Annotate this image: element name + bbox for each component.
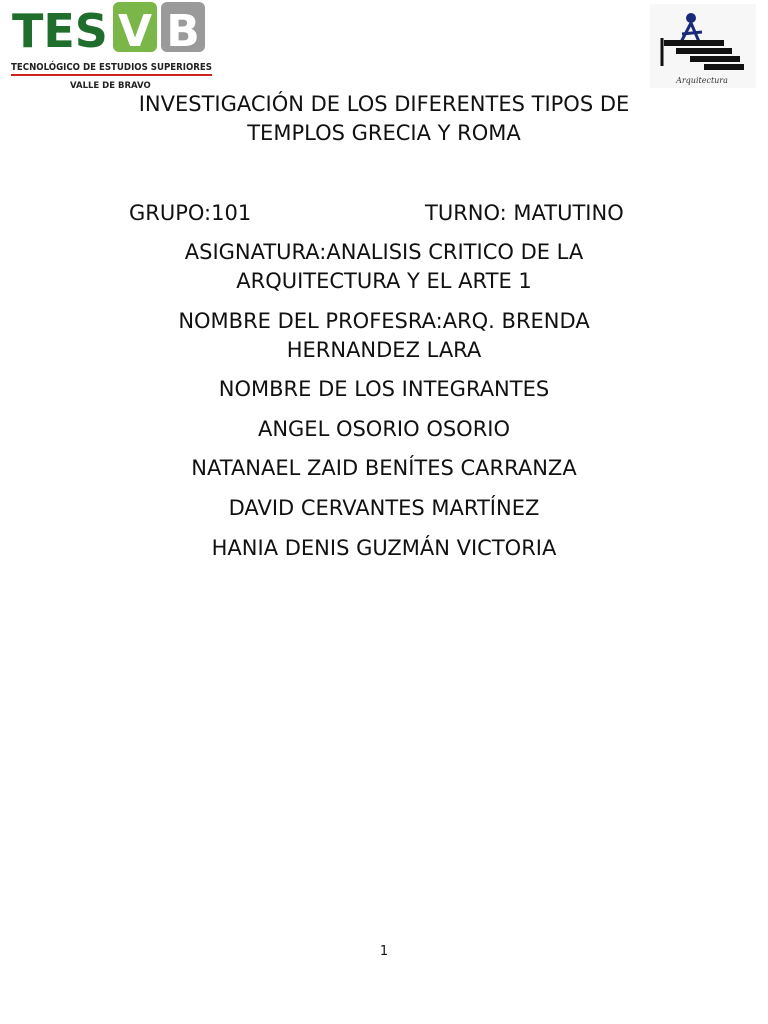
tesvb-logo-graphic <box>10 0 215 92</box>
logo-figure-head <box>686 13 696 23</box>
logo-text-v: V <box>117 6 153 57</box>
logo-stair-3 <box>690 56 740 62</box>
logo-stair-4 <box>704 64 744 70</box>
member-name: NATANAEL ZAID BENÍTES CARRANZA <box>191 456 577 480</box>
member-name: DAVID CERVANTES MARTÍNEZ <box>228 496 540 520</box>
shift-label: TURNO: MATUTINO <box>425 201 624 225</box>
logo-caption: Arquitectura <box>676 76 728 85</box>
logo-stair-1 <box>664 40 724 46</box>
tesvb-logo <box>10 0 215 92</box>
member-name: ANGEL OSORIO OSORIO <box>257 417 511 441</box>
logo-text-tes: TES <box>12 4 108 58</box>
group-label: GRUPO:101 <box>129 201 252 225</box>
logo-text-b: B <box>166 6 200 57</box>
architecture-logo <box>650 4 756 88</box>
subject-line-1: ASIGNATURA:ANALISIS CRITICO DE LA <box>184 240 584 264</box>
subject-line-2: ARQUITECTURA Y EL ARTE 1 <box>236 269 532 293</box>
architecture-logo-graphic <box>650 4 756 88</box>
teacher-line-2: HERNANDEZ LARA <box>286 338 482 362</box>
logo-stair-2 <box>676 48 732 54</box>
logo-subtitle-line2: VALLE DE BRAVO <box>70 81 151 91</box>
document-title-line-1: INVESTIGACIÓN DE LOS DIFERENTES TIPOS DE <box>138 92 630 116</box>
members-heading: NOMBRE DE LOS INTEGRANTES <box>218 377 550 401</box>
logo-red-line <box>11 74 212 76</box>
page-number: 1 <box>379 944 389 959</box>
logo-subtitle-line1: TECNOLÓGICO DE ESTUDIOS SUPERIORES <box>11 62 215 73</box>
teacher-line-1: NOMBRE DEL PROFESRA:ARQ. BRENDA <box>178 309 590 333</box>
document-title-line-2: TEMPLOS GRECIA Y ROMA <box>247 121 521 145</box>
member-name: HANIA DENIS GUZMÁN VICTORIA <box>211 536 557 560</box>
